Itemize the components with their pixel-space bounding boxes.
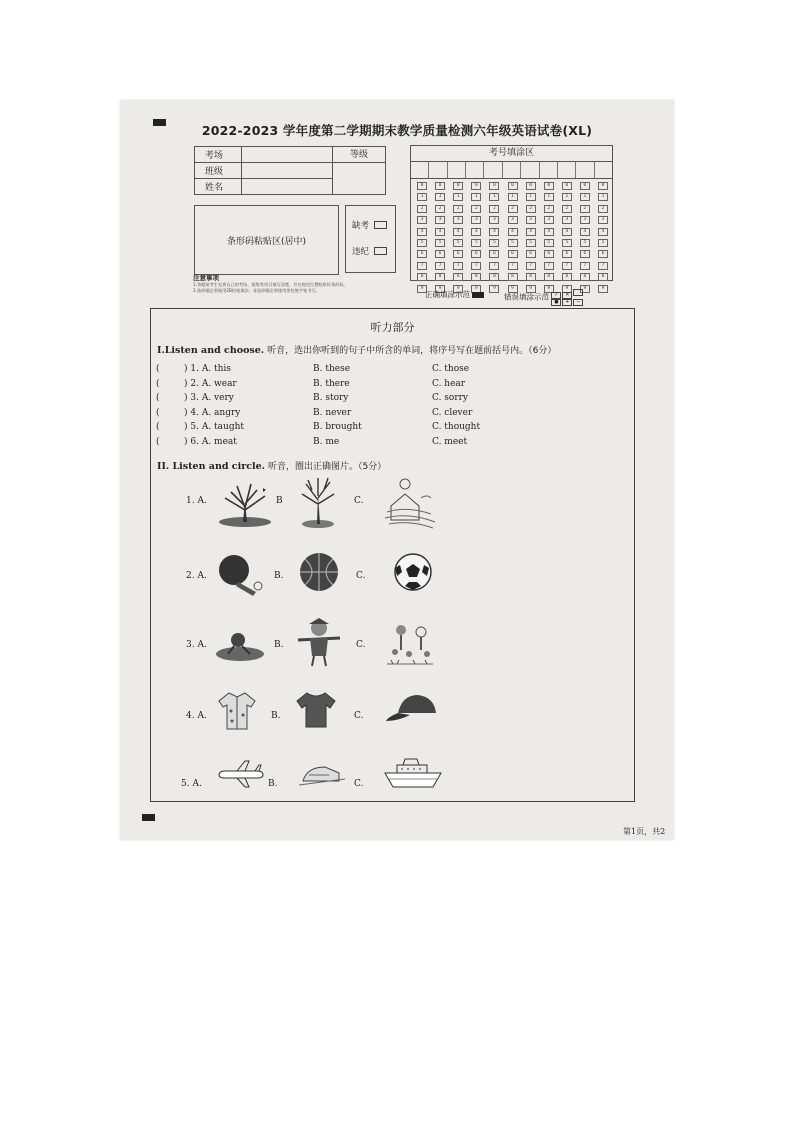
digit-bubble[interactable]: 3 — [580, 216, 590, 224]
choice-question — [156, 364, 626, 379]
exam-room-field[interactable] — [242, 147, 333, 163]
child-in-puddle-icon[interactable] — [214, 628, 268, 664]
digit-bubble[interactable]: 1 — [526, 193, 536, 201]
option-c: C. clever — [432, 407, 473, 418]
class-field[interactable] — [242, 163, 333, 179]
digit-bubble[interactable]: 0 — [526, 182, 536, 190]
wrong-fill-example — [504, 289, 584, 306]
option-a: ) 4. A. angry — [184, 407, 241, 418]
row-label: C. — [356, 571, 366, 581]
info-label: 姓名 — [195, 179, 242, 195]
digit-bubble[interactable]: 2 — [562, 205, 572, 213]
id-write-cell[interactable] — [411, 162, 429, 178]
digit-bubble[interactable]: 8 — [417, 273, 427, 281]
bubble-column — [576, 182, 594, 296]
digit-bubble[interactable]: 1 — [471, 193, 481, 201]
id-write-cell[interactable] — [595, 162, 612, 178]
digit-bubble[interactable]: 0 — [580, 182, 590, 190]
part2-heading — [157, 459, 386, 472]
bubble-column — [467, 182, 485, 296]
digit-bubble[interactable]: 9 — [471, 285, 481, 293]
page-number: 第1页，共2 — [623, 827, 666, 836]
digit-bubble[interactable]: 9 — [598, 285, 608, 293]
id-write-cell[interactable] — [429, 162, 447, 178]
digit-bubble[interactable]: 9 — [453, 285, 463, 293]
shirt-icon[interactable] — [217, 689, 257, 733]
digit-bubble[interactable]: 0 — [508, 182, 518, 190]
row-label: C. — [354, 496, 364, 506]
bubble-column — [485, 182, 503, 296]
barcode-area — [194, 205, 339, 275]
digit-bubble[interactable]: 6 — [526, 250, 536, 258]
id-write-cell[interactable] — [484, 162, 502, 178]
digit-bubble[interactable]: 7 — [544, 262, 554, 270]
picture-row — [151, 751, 634, 811]
digit-bubble[interactable]: 1 — [580, 193, 590, 201]
digit-bubble[interactable]: 7 — [435, 262, 445, 270]
part2-heading-en: II. Listen and circle. — [157, 461, 265, 472]
digit-bubble[interactable]: 3 — [526, 216, 536, 224]
answer-bracket[interactable]: ( — [156, 436, 160, 447]
digit-bubble[interactable]: 4 — [489, 228, 499, 236]
row-label: 2. A. — [186, 571, 207, 581]
id-write-cell[interactable] — [448, 162, 466, 178]
option-a: ) 2. A. wear — [184, 378, 237, 389]
digit-bubble[interactable]: 2 — [508, 205, 518, 213]
option-c: C. sorry — [432, 393, 469, 403]
digit-bubble[interactable]: 9 — [435, 285, 445, 293]
answer-bracket[interactable]: ( — [156, 364, 160, 374]
row-label: 3. A. — [186, 640, 207, 650]
corner-mark — [142, 814, 155, 821]
wrong-fill-label: 错误填涂示范 — [504, 292, 549, 302]
digit-bubble[interactable]: 7 — [598, 262, 608, 270]
tree-bare-icon[interactable] — [298, 476, 338, 530]
digit-bubble[interactable]: 4 — [417, 228, 427, 236]
row-label: C. — [356, 640, 366, 650]
digit-bubble[interactable]: 3 — [453, 216, 463, 224]
id-write-cell[interactable] — [540, 162, 558, 178]
row-label: C. — [354, 779, 364, 789]
answer-bracket[interactable]: ( — [156, 407, 160, 418]
choice-question — [156, 422, 626, 437]
digit-bubble[interactable]: 0 — [435, 182, 445, 190]
bubble-column — [503, 182, 521, 296]
option-b: B. story — [313, 393, 349, 403]
option-a: ) 1. A. this — [184, 364, 231, 374]
choice-list — [156, 364, 626, 451]
digit-bubble[interactable]: 5 — [453, 239, 463, 247]
row-label: 5. A. — [181, 779, 202, 789]
bubble-column — [449, 182, 467, 296]
digit-bubble[interactable]: 3 — [417, 216, 427, 224]
row-label: B — [276, 496, 283, 506]
exam-sheet — [120, 100, 674, 840]
digit-bubble[interactable]: 5 — [417, 239, 427, 247]
digit-bubble[interactable]: 7 — [562, 262, 572, 270]
family-icon[interactable] — [385, 620, 435, 668]
digit-bubble[interactable]: 7 — [489, 262, 499, 270]
digit-bubble[interactable]: 4 — [508, 228, 518, 236]
digit-bubble[interactable]: 6 — [471, 250, 481, 258]
digit-bubble[interactable]: 7 — [417, 262, 427, 270]
picture-row — [151, 474, 634, 534]
student-info-table — [194, 146, 386, 195]
digit-bubble[interactable]: 5 — [508, 239, 518, 247]
choice-question — [156, 379, 626, 394]
bubble-column — [540, 182, 558, 296]
digit-bubble[interactable]: 1 — [489, 193, 499, 201]
row-label: 4. A. — [186, 711, 207, 721]
row-label: B. — [268, 779, 278, 789]
part2-instruction: 听音，圈出正确图片。（5分） — [267, 462, 387, 472]
choice-question — [156, 437, 626, 452]
digit-bubble[interactable]: 7 — [508, 262, 518, 270]
violation-checkbox[interactable] — [374, 247, 387, 255]
digit-bubble[interactable]: 9 — [544, 285, 554, 293]
digit-bubble[interactable]: 6 — [544, 250, 554, 258]
digit-bubble[interactable]: 8 — [471, 273, 481, 281]
bubble-column — [431, 182, 449, 296]
info-label: 考场 — [195, 147, 242, 163]
option-a: ) 3. A. very — [184, 393, 234, 403]
answer-bracket[interactable]: ( — [156, 393, 160, 403]
picture-row — [151, 616, 634, 676]
digit-bubble[interactable]: 0 — [471, 182, 481, 190]
digit-bubble[interactable]: 7 — [471, 262, 481, 270]
notice-line: 2.选择题必须使用2B铅笔填涂；非选择题必须使用黑色签字笔书写。 — [193, 288, 320, 293]
digit-bubble[interactable]: 8 — [580, 273, 590, 281]
digit-bubble[interactable]: 2 — [453, 205, 463, 213]
digit-bubble[interactable]: 4 — [435, 228, 445, 236]
digit-bubble[interactable]: 2 — [598, 205, 608, 213]
digit-bubble[interactable]: 5 — [489, 239, 499, 247]
section-title: 听力部分 — [370, 321, 415, 334]
digit-bubble[interactable]: 2 — [580, 205, 590, 213]
digit-bubble[interactable]: 6 — [453, 250, 463, 258]
digit-bubble[interactable]: 1 — [453, 193, 463, 201]
digit-bubble[interactable]: 5 — [598, 239, 608, 247]
digit-bubble[interactable]: 1 — [598, 193, 608, 201]
basketball-icon[interactable] — [297, 550, 341, 594]
digit-bubble[interactable]: 8 — [544, 273, 554, 281]
row-label: B. — [274, 640, 284, 650]
digit-bubble[interactable]: 3 — [598, 216, 608, 224]
digit-bubble[interactable]: 4 — [544, 228, 554, 236]
part1-heading — [157, 343, 556, 356]
ping-pong-icon[interactable] — [214, 552, 266, 598]
digit-bubble[interactable]: 5 — [435, 239, 445, 247]
picture-row — [151, 687, 634, 747]
digit-bubble[interactable]: 9 — [489, 285, 499, 293]
digit-bubble[interactable]: 1 — [544, 193, 554, 201]
option-c: C. hear — [432, 378, 466, 389]
option-c: C. those — [432, 364, 470, 374]
digit-bubble[interactable]: 8 — [598, 273, 608, 281]
digit-bubble[interactable]: 6 — [508, 250, 518, 258]
digit-bubble[interactable]: 4 — [580, 228, 590, 236]
id-write-row — [411, 162, 612, 179]
digit-bubble[interactable]: 2 — [489, 205, 499, 213]
bubble-columns — [411, 179, 612, 296]
digit-bubble[interactable]: 2 — [544, 205, 554, 213]
digit-bubble[interactable]: 4 — [526, 228, 536, 236]
digit-bubble[interactable]: 5 — [580, 239, 590, 247]
filled-bubble-icon — [472, 292, 484, 298]
train-icon[interactable] — [299, 759, 347, 789]
digit-bubble[interactable]: 9 — [580, 285, 590, 293]
choice-question — [156, 393, 626, 408]
digit-bubble[interactable]: 8 — [508, 273, 518, 281]
exam-number-grid — [410, 145, 613, 291]
digit-bubble[interactable]: 5 — [471, 239, 481, 247]
bubble-column — [522, 182, 540, 296]
tree-autumn-icon[interactable] — [217, 480, 273, 528]
digit-bubble[interactable]: 3 — [471, 216, 481, 224]
exam-title: 2022-2023 学年度第二学期期末教学质量检测六年级英语试卷(XL) — [201, 123, 593, 138]
option-b: B. never — [313, 407, 352, 418]
digit-bubble[interactable]: 9 — [508, 285, 518, 293]
notice-line: 1.答题前考生先将自己的考场、班级等项目填写清楚，并在规定位置粘贴好条形码。 — [193, 282, 348, 287]
part1-heading-en: I.Listen and choose. — [157, 345, 265, 356]
bubble-column — [558, 182, 576, 296]
digit-bubble[interactable]: 3 — [508, 216, 518, 224]
option-c: C. thought — [432, 422, 481, 432]
correct-fill-label: 正确填涂示范 — [425, 290, 470, 299]
digit-bubble[interactable]: 1 — [435, 193, 445, 201]
digit-bubble[interactable]: 1 — [508, 193, 518, 201]
digit-bubble[interactable]: 8 — [526, 273, 536, 281]
digit-bubble[interactable]: 6 — [562, 250, 572, 258]
digit-bubble[interactable]: 8 — [453, 273, 463, 281]
answer-bracket[interactable]: ( — [156, 422, 160, 432]
choice-question — [156, 408, 626, 423]
id-write-cell[interactable] — [521, 162, 539, 178]
digit-bubble[interactable]: 5 — [544, 239, 554, 247]
row-label: B. — [271, 711, 281, 721]
digit-bubble[interactable]: 8 — [435, 273, 445, 281]
notice-title: 注意事项 — [193, 274, 219, 282]
digit-bubble[interactable]: 3 — [562, 216, 572, 224]
notice — [193, 274, 433, 294]
picture-row — [151, 546, 634, 606]
grade-field[interactable] — [333, 163, 386, 195]
id-zone-label: 考号填涂区 — [411, 146, 612, 162]
digit-bubble[interactable]: 7 — [453, 262, 463, 270]
digit-bubble[interactable]: 4 — [562, 228, 572, 236]
ship-icon[interactable] — [383, 755, 443, 791]
name-field[interactable] — [242, 179, 333, 195]
digit-bubble[interactable]: 0 — [544, 182, 554, 190]
grade-label: 等级 — [333, 147, 386, 163]
digit-bubble[interactable]: 6 — [580, 250, 590, 258]
digit-bubble[interactable]: 1 — [417, 193, 427, 201]
option-a: ) 5. A. taught — [184, 422, 244, 432]
id-write-cell[interactable] — [466, 162, 484, 178]
digit-bubble[interactable]: 0 — [417, 182, 427, 190]
digit-bubble[interactable]: 9 — [562, 285, 572, 293]
option-b: B. these — [313, 364, 351, 374]
row-label: C. — [354, 711, 364, 721]
barcode-label: 条形码粘贴区(居中) — [226, 236, 307, 247]
digit-bubble[interactable]: 6 — [598, 250, 608, 258]
absence-box — [345, 205, 396, 273]
digit-bubble[interactable]: 7 — [580, 262, 590, 270]
plane-icon[interactable] — [215, 759, 265, 789]
row-label: 1. A. — [186, 496, 207, 506]
digit-bubble[interactable]: 5 — [562, 239, 572, 247]
option-b: B. brought — [313, 422, 362, 432]
scarecrow-icon[interactable] — [294, 616, 344, 668]
digit-bubble[interactable]: 8 — [562, 273, 572, 281]
digit-bubble[interactable]: 4 — [471, 228, 481, 236]
option-b: B. there — [313, 378, 350, 389]
digit-bubble[interactable]: 2 — [471, 205, 481, 213]
digit-bubble[interactable]: 5 — [526, 239, 536, 247]
id-write-cell[interactable] — [576, 162, 594, 178]
absent-checkbox[interactable] — [374, 221, 387, 229]
bubble-column — [594, 182, 612, 296]
digit-bubble[interactable]: 9 — [417, 285, 427, 293]
row-label: B. — [274, 571, 284, 581]
part1-instruction: 听音，选出你听到的句子中所含的单词，将序号写在题前括号内。（6分） — [267, 346, 557, 356]
digit-bubble[interactable]: 1 — [562, 193, 572, 201]
digit-bubble[interactable]: 3 — [544, 216, 554, 224]
t-shirt-icon[interactable] — [295, 689, 337, 731]
id-write-cell[interactable] — [503, 162, 521, 178]
absent-label: 缺考 — [352, 221, 370, 231]
digit-bubble[interactable]: 3 — [489, 216, 499, 224]
digit-bubble[interactable]: 4 — [453, 228, 463, 236]
option-c: C. meet — [432, 436, 468, 447]
id-write-cell[interactable] — [558, 162, 576, 178]
digit-bubble[interactable]: 0 — [453, 182, 463, 190]
correct-fill-example — [425, 289, 484, 300]
digit-bubble[interactable]: 6 — [435, 250, 445, 258]
digit-bubble[interactable]: 0 — [489, 182, 499, 190]
listening-section — [150, 308, 635, 802]
option-b: B. me — [313, 436, 340, 447]
digit-bubble[interactable]: 0 — [598, 182, 608, 190]
digit-bubble[interactable]: 6 — [417, 250, 427, 258]
answer-bracket[interactable]: ( — [156, 378, 160, 389]
windy-house-icon[interactable] — [381, 476, 437, 530]
wrong-bubble-icon: ✓ ✕ ● + − — [551, 289, 584, 306]
violation-label: 违纪 — [352, 247, 370, 257]
digit-bubble[interactable]: 0 — [562, 182, 572, 190]
digit-bubble[interactable]: 2 — [435, 205, 445, 213]
info-label: 班级 — [195, 163, 242, 179]
digit-bubble[interactable]: 9 — [526, 285, 536, 293]
digit-bubble[interactable]: 2 — [526, 205, 536, 213]
option-a: ) 6. A. meat — [184, 436, 237, 447]
digit-bubble[interactable]: 2 — [417, 205, 427, 213]
cap-icon[interactable] — [384, 691, 440, 725]
soccer-ball-icon[interactable] — [391, 550, 435, 594]
digit-bubble[interactable]: 3 — [435, 216, 445, 224]
digit-bubble[interactable]: 8 — [489, 273, 499, 281]
digit-bubble[interactable]: 7 — [526, 262, 536, 270]
digit-bubble[interactable]: 4 — [598, 228, 608, 236]
digit-bubble[interactable]: 6 — [489, 250, 499, 258]
